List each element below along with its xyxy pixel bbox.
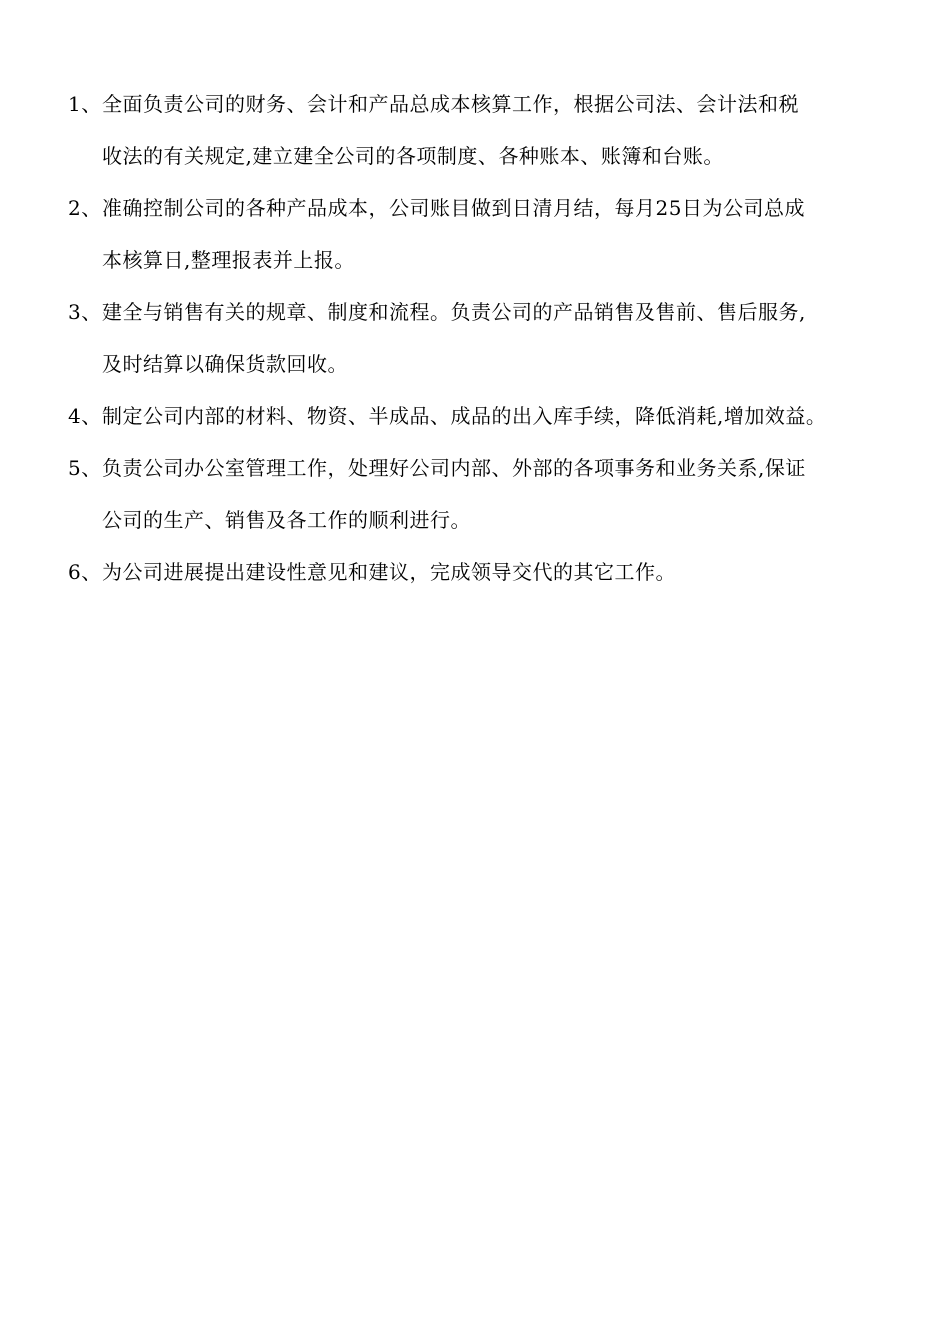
list-item: [68, 78, 898, 182]
item-text: [102, 546, 898, 598]
item-number: 1、: [68, 92, 102, 116]
item-line: 制定公司内部的材料、物资、半成品、成品的出入库手续，降低消耗,增加效益。: [102, 404, 827, 428]
item-line: 全面负责公司的财务、会计和产品总成本核算工作，根据公司法、会计法和税: [102, 92, 799, 116]
duty-list: [68, 78, 898, 598]
item-number: 3、: [68, 300, 102, 324]
item-text: [102, 390, 898, 442]
item-text: [102, 182, 898, 286]
item-line: 负责公司办公室管理工作，处理好公司内部、外部的各项事务和业务关系,保证: [102, 456, 806, 480]
item-number: 4、: [68, 404, 102, 428]
item-line: 准确控制公司的各种产品成本，公司账目做到日清月结，每月25日为公司总成: [102, 196, 805, 220]
item-number: 2、: [68, 196, 102, 220]
list-item: [68, 546, 898, 598]
item-number: 6、: [68, 560, 102, 584]
item-text: [102, 286, 898, 390]
item-line: 建全与销售有关的规章、制度和流程。负责公司的产品销售及售前、售后服务,: [102, 300, 806, 324]
item-text: [102, 78, 898, 182]
item-text: [102, 442, 898, 546]
list-item: [68, 286, 898, 390]
item-line: 本核算日,整理报表并上报。: [102, 248, 355, 272]
item-line: 及时结算以确保货款回收。: [102, 352, 348, 376]
list-item: [68, 182, 898, 286]
item-line: 公司的生产、销售及各工作的顺利进行。: [102, 508, 471, 532]
item-line: 收法的有关规定,建立建全公司的各项制度、各种账本、账簿和台账。: [102, 144, 724, 168]
list-item: [68, 390, 898, 442]
item-number: 5、: [68, 456, 102, 480]
list-item: [68, 442, 898, 546]
item-line: 为公司进展提出建设性意见和建议，完成领导交代的其它工作。: [102, 560, 676, 584]
